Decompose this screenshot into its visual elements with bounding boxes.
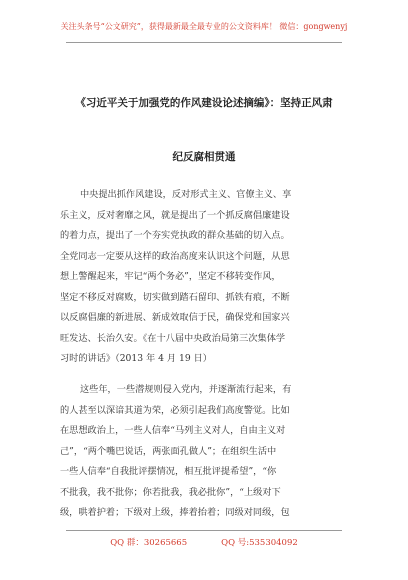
paragraph-line: 级，哄着护着；下级对上级，捧着抬着；同级对同级，包 [60,507,290,518]
paragraph-line: 中央提出抓作风建设，反对形式主义、官僚主义、享 [80,189,292,200]
footer-divider [66,530,342,531]
paragraph-1 [60,185,348,370]
paragraph-line: 在思想政治上，一些人信奉“马列主义对人，自由主义对 [60,425,286,436]
paragraph-line: 旺发达、长治久安。《在十八届中央政治局第三次集体学 [60,332,286,344]
paragraph-line: 全党同志一定要从这样的政治高度来认识这个问题，从思 [60,250,290,262]
footer-contact [0,537,408,549]
paragraph-line: 坚定不移反对腐败，切实做到踏石留印、抓铁有痕，不断 [60,291,290,303]
paragraph-2 [60,380,348,524]
footer-qq-group: QQ 群：30265665 [110,538,188,548]
paragraph-line: 一些人信奉“自我批评摆情况，相互批评提希望”，“你 [60,466,277,477]
paragraph-line: 己”，“两个嘴巴说话，两张面孔做人”；在组织生活中 [60,445,277,457]
paragraph-line: 想上警醒起来，牢记“两个务必”，坚定不移转变作风， [60,271,281,282]
paragraph-line: 乐主义，反对奢靡之风，就是提出了一个抓反腐倡廉建设 [60,209,290,221]
paragraph-line: 这些年，一些潜规则侵入党内，并逐渐流行起来，有 [80,384,292,395]
document-title-line-1: 《习近平关于加强党的作风建设论述摘编》：坚持正风肃 [75,97,333,109]
paragraph-line: 的着力点，提出了一个夯实党执政的群众基础的切入点。 [60,230,290,241]
paragraph-line: 以反腐倡廉的新进展、新成效取信于民，确保党和国家兴 [60,312,290,323]
paragraph-line: 不批我，我不批你；你若批我，我必批你”，“上级对下 [60,486,281,498]
header-banner: 关注头条号“公文研究”，获得最新最全最专业的公文资料库！ 微信：gongwenyj [60,22,348,31]
document-title-line-2: 纪反腐相贯通 [172,151,236,163]
paragraph-line: 习时的讲话》（2013 年 4 月 19 日） [60,353,212,364]
header-divider [66,42,342,43]
footer-qq-number: QQ 号:535304092 [221,538,298,548]
paragraph-line: 的人甚至以深谙其道为荣，必须引起我们高度警觉。比如 [60,404,290,416]
